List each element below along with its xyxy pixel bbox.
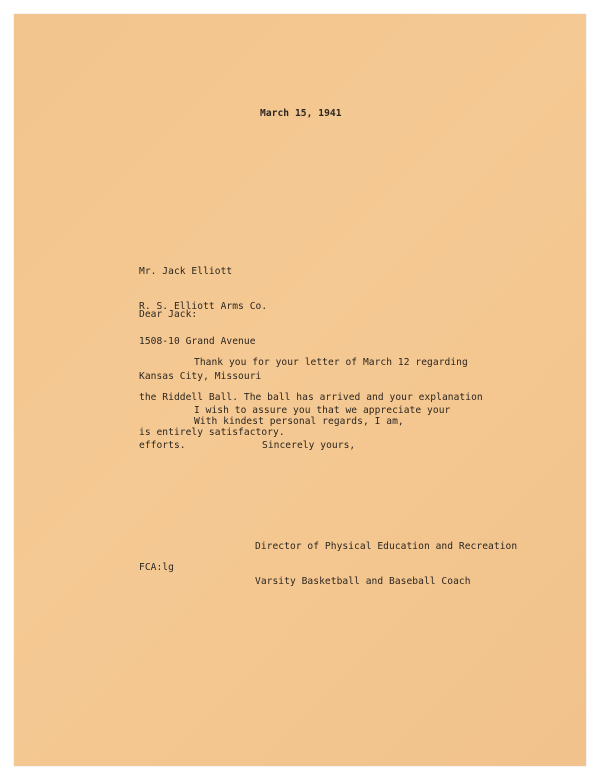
paragraph-1-line-2: the Riddell Ball. The ball has arrived and your explanation — [139, 391, 483, 403]
paragraph-1-line-3: is entirely satisfactory. — [139, 426, 285, 438]
recipient-street: 1508-10 Grand Avenue — [139, 335, 256, 347]
closing-line: With kindest personal regards, I am, — [194, 416, 404, 427]
reference-initials: FCA:lg — [139, 562, 174, 573]
paragraph-1-line-1: Thank you for your letter of March 12 regarding — [194, 357, 468, 369]
letter-page — [14, 14, 586, 766]
sign-off: Sincerely yours, — [262, 440, 356, 451]
paragraph-2-line-1: I wish to assure you that we appreciate your — [194, 405, 451, 417]
signature-title-1: Director of Physical Education and Recreation — [255, 541, 518, 553]
salutation: Dear Jack: — [139, 309, 198, 320]
paragraph-2-line-2: efforts. — [139, 439, 186, 451]
letter-date: March 15, 1941 — [260, 108, 342, 119]
recipient-city: Kansas City, Missouri — [139, 370, 262, 382]
recipient-name: Mr. Jack Elliott — [139, 266, 233, 278]
recipient-company: R. S. Elliott Arms Co. — [139, 300, 268, 312]
signature-title-2: Varsity Basketball and Baseball Coach — [255, 575, 471, 587]
signature-block — [255, 518, 517, 611]
body-paragraph-2 — [139, 382, 450, 475]
